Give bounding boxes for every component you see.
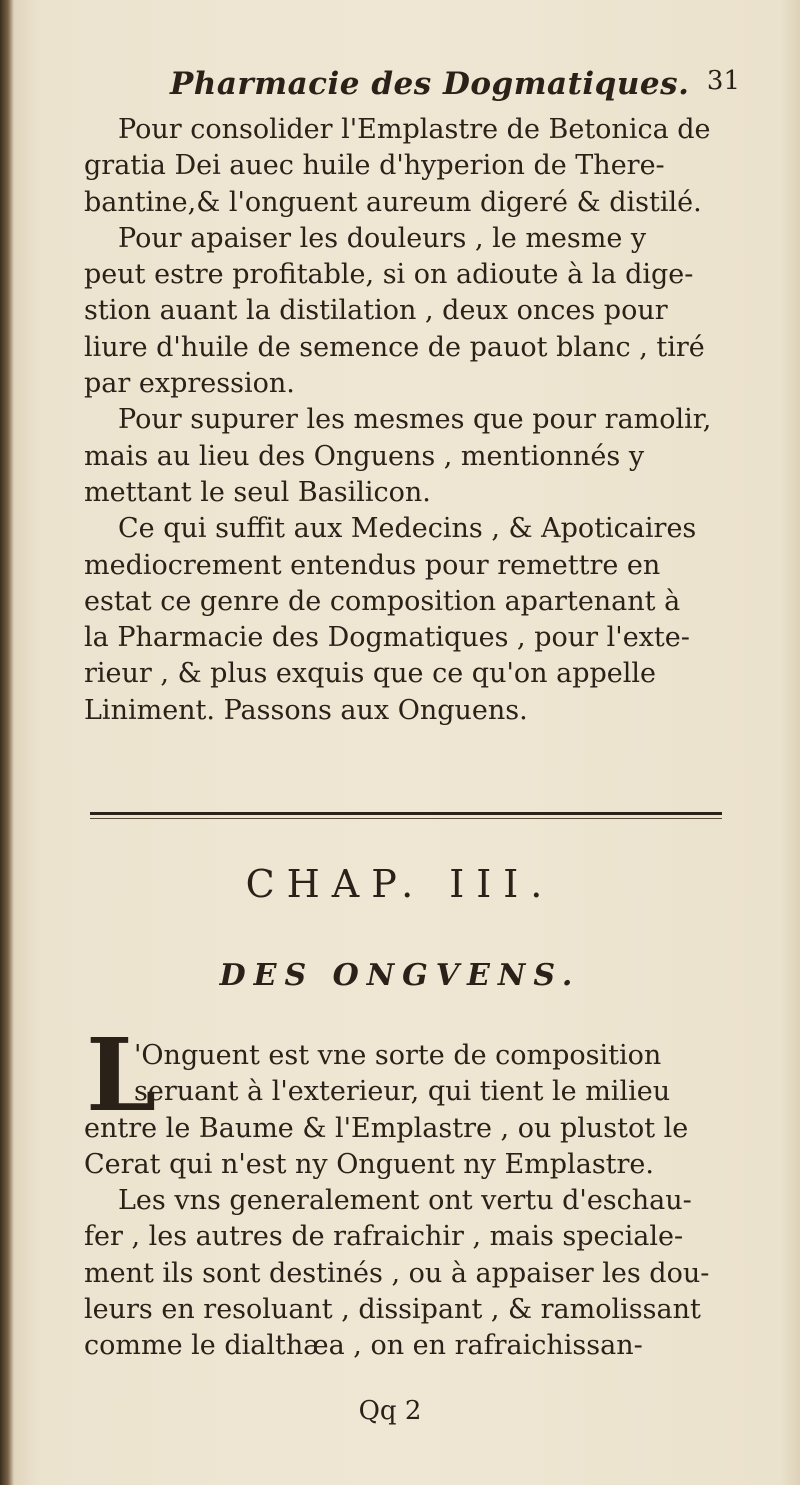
text-line: Pour apaiser les douleurs , le mesme y [118, 222, 647, 254]
text-line: fer , les autres de rafraichir , mais speciale- [84, 1221, 684, 1253]
text-line: Liniment. Passons aux Onguens. [84, 694, 528, 726]
text-line: liure d'huile de semence de pauot blanc , tiré [84, 331, 705, 363]
page-header [170, 66, 740, 106]
text-block-bottom [84, 1038, 734, 1365]
text-line: entre le Baume & l'Emplastre , ou plustot le [84, 1112, 689, 1144]
text-line: Pour consolider l'Emplastre de Betonica de [118, 114, 711, 145]
text-line: mediocrement entendus pour remettre en [84, 549, 661, 581]
text-line: leurs en resoluant , dissipant , & ramolissant [84, 1294, 701, 1326]
signature-mark [0, 1396, 800, 1426]
text-line: la Pharmacie des Dogmatiques , pour l'exte- [84, 622, 690, 654]
text-line: gratia Dei auec huile d'hyperion de There- [84, 150, 665, 182]
text-line: peut estre profitable, si on adioute à la dige- [84, 259, 694, 291]
text-line: mettant le seul Basilicon. [84, 476, 431, 508]
text-line: Pour supurer les mesmes que pour ramolir, [118, 404, 712, 436]
drop-cap: L [86, 1016, 157, 1134]
text-line: Les vns generalement ont vertu d'eschau- [118, 1185, 692, 1217]
text-line: ment ils sont destinés , ou à appaiser les dou- [84, 1257, 710, 1289]
text-line: estat ce genre de composition apartenant à [84, 585, 681, 617]
chapter-heading: CHAP. III. [245, 862, 555, 906]
text-line: Cerat qui n'est ny Onguent ny Emplastre. [84, 1148, 654, 1180]
text-line: Ce qui suffit aux Medecins , & Apoticaires [118, 513, 697, 545]
section-rule-thin [90, 818, 722, 819]
text-line: rieur , & plus exquis que ce qu'on appelle [84, 658, 657, 690]
chapter-title: DES ONGVENS. [219, 958, 581, 993]
text-line: mais au lieu des Onguens , mentionnés y [84, 440, 645, 472]
text-line: bantine,& l'onguent aureum digeré & distilé. [84, 186, 702, 218]
page-binding-shadow [0, 0, 14, 1485]
running-title: Pharmacie des Dogmatiques. [170, 66, 690, 102]
text-line: seruant à l'exterieur, qui tient le milieu [134, 1076, 671, 1108]
text-line: par expression. [84, 368, 295, 400]
text-line: stion auant la distilation , deux onces pour [84, 295, 668, 327]
page-number: 31 [706, 66, 740, 96]
text-line: comme le dialthæa , on en rafraichissan- [84, 1330, 643, 1362]
text-block-top [84, 112, 734, 729]
signature-mark-text: Qq 2 [358, 1396, 422, 1426]
text-line: 'Onguent est vne sorte de composition [134, 1040, 662, 1071]
section-rule [90, 812, 722, 815]
